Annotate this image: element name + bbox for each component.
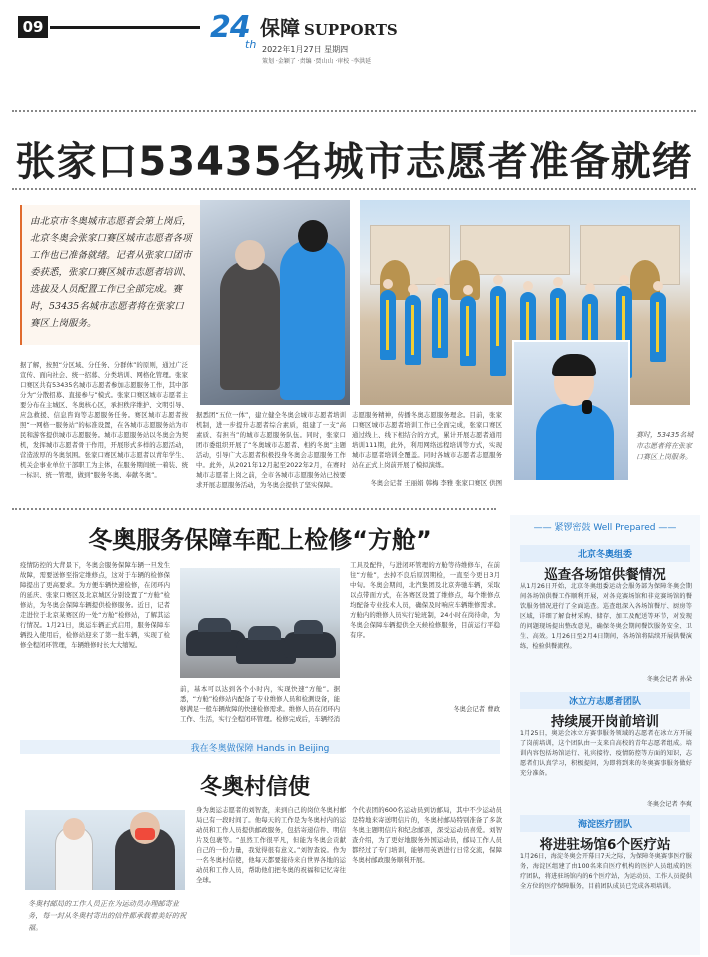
volunteer-figure: [490, 286, 506, 376]
article3-headline: 冬奥村信使: [200, 775, 311, 800]
elder-head: [235, 240, 265, 270]
photo-caption: 冬奥村邮局的工作人员正在为运动员办理邮寄业务，每一封从冬奥村寄出的信件都承载着美好的祝福。: [28, 899, 187, 932]
volunteer-figure: [460, 296, 476, 366]
volunteer-figure: [380, 290, 396, 360]
article-text: 个代表团的600名运动员到访邮局，其中不少运动员是特地来寄送明信片的，冬奥村邮局特别准备了多款冬奥主题明信片和纪念邮票，深受运动员喜爱。刘智查介绍，为了更好地服务外国运动员，邮局工作人员都经过了专门培训，能够用英语进行日常交流，保障冬奥村邮政服务顺利开展。: [352, 806, 502, 864]
sidebar-unit: 冰立方志愿者团队: [520, 692, 690, 709]
article-text: 身为奥运志愿者的刘智查，来到自己的岗位冬奥村邮局已有一段时间了。他每天的工作是为冬奥村内的运动员和工作人员提供邮政服务，包括寄递信件、明信片及包裹等。“虽然工作很平凡，但能为冬奥会贡献自己的一份力量，我觉得很有意义。”刘智查说。作为一名冬奥村信使，他每天都要接待来自世界各地的运动员和工作人员，帮助他们把冬奥的祝福和记忆寄往全球。: [196, 806, 346, 884]
byline: 冬奥会记者 王丽娟 韩梅 李雅 张家口赛区 供图: [370, 479, 502, 487]
volunteer-figure: [650, 292, 666, 362]
lead-paragraph: [20, 205, 200, 345]
article-text: 据悉团“五位一体”，建立健全冬奥会城市志愿者培训机制，进一步提升志愿者综合素质，组建了一支“高素质、有担当”的城市志愿服务队伍。同时，张家口团市委组织开展了“冬奥城市志愿者、相约冬奥”主题活动，引导广大志愿者积极投身冬奥会志愿服务工作中。此外，从2021年12月起至2022年2月，在赛时城市志愿者上岗之前，全市各城市志愿服务站已按要求开展志愿服务活动，为冬奥会提供了坚实保障。: [196, 411, 346, 489]
article-text: 志愿服务精神，传播冬奥志愿服务理念。目前，张家口赛区城市志愿者培训工作已全面完成，张家口赛区通过线上、线下相结合的方式，累计开展志愿者通用培训111期，此外，利用网络远程培训等方式，实现城市志愿者培训全覆盖。同时各城市志愿者志愿服务站在正式上岗前开展了模拟演练。: [352, 411, 502, 469]
article2-headline: 冬奥服务保障车配上检修“方舱”: [88, 526, 432, 554]
issue-date: 2022年1月27日 星期四: [262, 45, 349, 54]
article-text: 前，基本可以达到各个小时内，实现快速“方舱”。据悉，“方舱”检修站内配备了专业维修人员和检测设备，能够满足一般车辆故障的快速检修需求。维修人员在闭环内工作、生活，实行全程闭环管理。检修完成后，车辆经消: [180, 685, 340, 723]
volunteer-figure: [405, 295, 421, 365]
section-name-cn: 保障: [260, 16, 300, 40]
sidebar-unit: 海淀医疗团队: [520, 815, 690, 832]
divider: [12, 110, 696, 112]
sidebar-title: 将进驻场馆6个医疗站: [539, 837, 671, 853]
photo-volunteer-helping-elder: [200, 200, 350, 405]
section-name: [260, 12, 398, 41]
byline: 冬奥会记者 曹政: [453, 705, 500, 713]
elder-figure: [220, 260, 280, 390]
byline: 冬奥会记者 孙朵: [646, 676, 692, 683]
article-text: 疫情防控的大背景下，冬奥会服务保障车辆一旦发生故障，需要送修至指定维修点，这对于车辆的检修保障提出了更高要求。为方便车辆快速检修，在闭环内的延庆、张家口赛区及北京城区分别设置了“方舱”检修站，为冬奥会保障车辆提供检修服务。近日，记者走进位于北京某赛区的一处“方舱”检修站，了解其运行情况。1月21日，奥运车辆正式启用，服务保障车辆投入使用后，检修站迎来了第一批车辆，实现了检修全程闭环管理，车辆维修时长大大缩短。: [20, 561, 170, 649]
issue-number: 24: [210, 10, 250, 45]
photo-caption: 赛时，53435名城市志愿者将在张家口赛区上岗服务。: [636, 431, 694, 461]
header-rule: [50, 26, 200, 29]
sidebar-text: 1月26日，海淀冬奥会开幕日7天之际，为保障冬奥赛事医疗服务，海淀区组建了由100名来自医疗机构的医护人员组成的医疗团队，将进驻场馆内的6个医疗站，为运动员、工作人员提供全方位的医疗保障服务，目前团队成员已完成各项培训。: [520, 853, 692, 890]
column-label: 我在冬奥做保障 Hands in Beijing: [190, 744, 330, 754]
portrait-hair: [552, 354, 596, 376]
volunteer-figure: [432, 288, 448, 358]
sidebar-title: 持续展开岗前培训: [551, 714, 659, 730]
section-name-en: SUPPORTS: [304, 21, 398, 39]
car: [284, 632, 336, 658]
portrait-body: [536, 404, 614, 482]
sidebar-heading: —— 紧锣密鼓 Well Prepared ——: [533, 523, 677, 533]
page-header: [0, 0, 708, 70]
divider: [12, 188, 696, 190]
sidebar-text: 1月25日，奥运会冰立方赛事服务领域的志愿者在冰立方开展了岗前培训，这个团队由一支来自高校的青年志愿者组成。培训内容包括场馆运行、礼宾接待、疫情防控等方面的知识，志愿者们认真学习，积极提问，为即将到来的冬奥赛事服务做好充分准备。: [520, 730, 692, 777]
editor-credits: 策划 ·金颖了 ·责编 ·贾山山 ·审校 ·李洪延: [262, 58, 372, 65]
photo-post-office-staff: [25, 810, 185, 890]
article-text: 据了解，按照“分区域、分任务、分群体”的原则，通过广泛宣传、面向社会、统一招募、分类培训、网格化管理。张家口赛区共有53435名城市志愿者参加志愿服务工作，其中部分为“分散招募、直接参与”模式。张家口赛区城市志愿者主要分布在主城区、冬奥核心区，承担秩序维护、文明引导、应急救援、信息咨询等志愿服务任务。赛区城市志愿者按照“一网格一服务站”的标准设置，在各城市志愿服务站为市民和游客提供城市志愿服务。城市志愿服务站以冬奥会为契机，发挥城市志愿者骨干作用，开展形式多样的志愿活动，营造浓厚的冬奥氛围。张家口赛区城市志愿者以青年学生、机关企事业单位干部职工为主体，在服务期间统一着装、统一标识、统一管理，做到“服务冬奥、奉献冬奥”。: [20, 361, 188, 479]
photo-service-cars: [180, 568, 340, 678]
divider: [12, 508, 496, 510]
volunteer-figure: [280, 240, 345, 400]
photo-volunteer-portrait: [512, 340, 630, 482]
main-headline: 张家口53435名城市志愿者准备就绪: [15, 139, 693, 185]
byline: 冬奥会记者 李爽: [646, 801, 692, 808]
page-number: 09: [18, 16, 48, 38]
sidebar-unit: 北京冬奥组委: [520, 545, 690, 562]
microphone-icon: [582, 400, 592, 414]
sidebar-text: 从1月26日开始，北京冬奥组委运动会服务部为保障冬奥会期间各场馆供餐工作顺利开展，对各竞赛场馆和非竞赛场馆的餐饮服务情况进行了全面巡查。巡查组深入各场馆餐厅、厨房等区域，详细了解食材采购、储存、加工及配送等环节，对发现的问题现场提出整改意见，确保冬奥会期间餐饮服务安全、卫生、高效。1月26日至2月4日期间，各场馆将陆续开展供餐演练，检验供餐流程。: [520, 583, 692, 650]
sidebar-title: 巡查各场馆供餐情况: [544, 567, 666, 583]
volunteer-head: [298, 220, 328, 252]
face-mask-icon: [135, 828, 155, 840]
staff-head: [63, 818, 85, 840]
lead-text: 由北京市冬奥城市志愿者会第上岗后，北京冬奥会张家口赛区城市志愿者各项工作也已准备就绪。记者从张家口团市委获悉，张家口赛区城市志愿者培训、选拔及人员配置工作已全部完成。赛时，53435名城市志愿者将在张家口赛区上岗服务。: [30, 216, 192, 329]
article-text: 工具及配件，与进闭环管理的方舱等待维修车，在前往“方舱”，去掉不良后原因期检，一直至今更日3月中旬。冬奥会期间，北汽集团及北京奔驰车辆，采取以点带面方式，在各赛区设置了维修点，每个维修点均配备专业技术人员，确保及时响应车辆维修需求。方舱内的维修人员实行轮班制，24小时在岗待命，为冬奥会保障车辆提供全天候检修服务，目前运行平稳有序。: [350, 561, 500, 639]
issue-suffix: th: [245, 38, 257, 51]
